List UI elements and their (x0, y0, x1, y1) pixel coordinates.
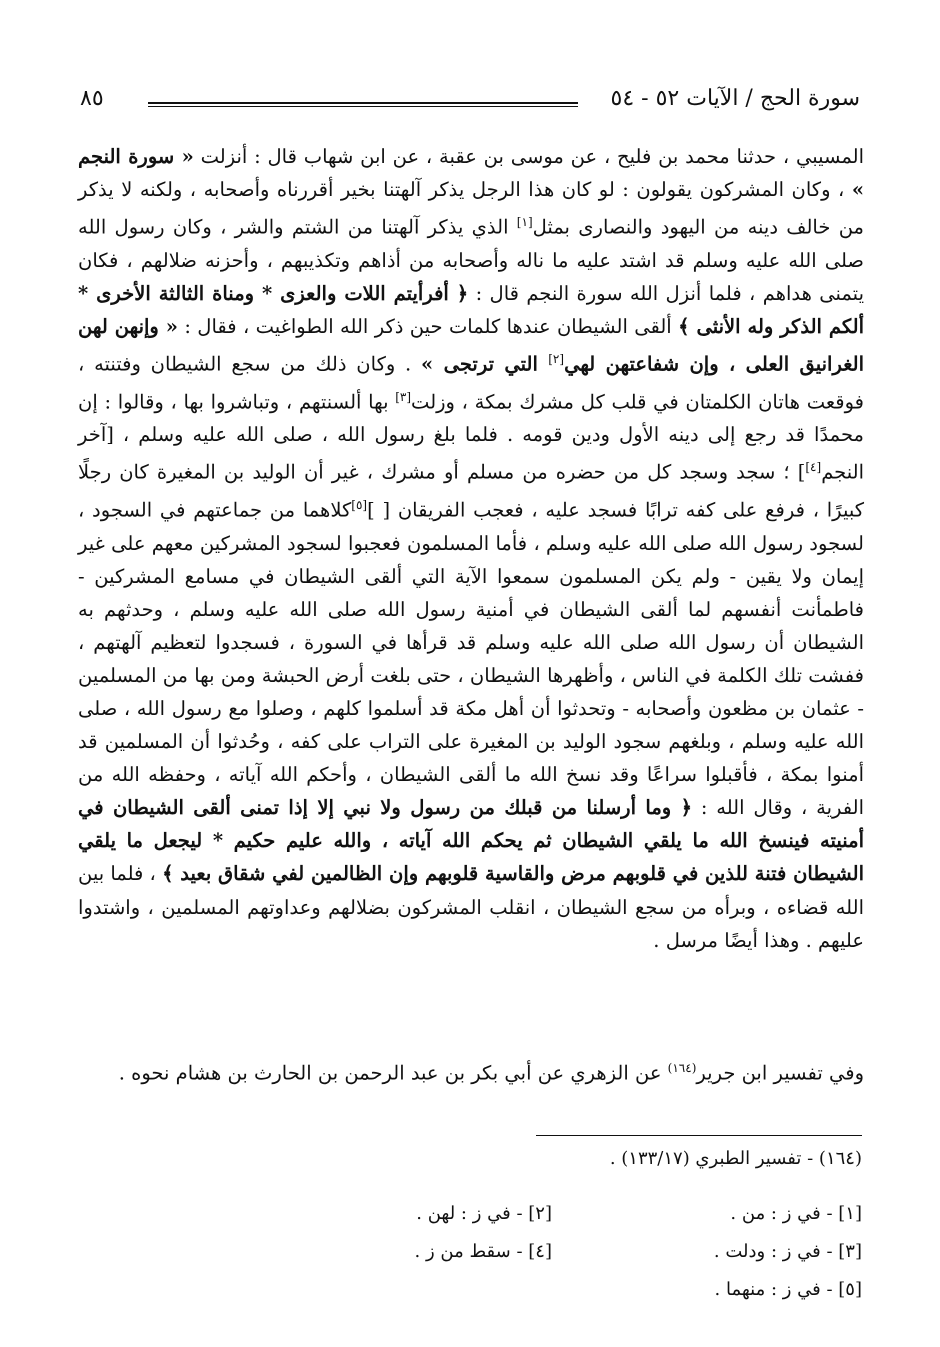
text-run: المسيبي ، حدثنا محمد بن فليح ، عن موسى بن عقبة ، عن ابن شهاب قال : أنزلت (193, 145, 864, 168)
text-run: ألقى الشيطان عندها كلمات حين ذكر الله الطواغيت ، فقال : (177, 314, 679, 338)
footnote: [١] - في ز : من . (730, 1203, 862, 1224)
running-title: سورة الحج / الآيات ٥٢ - ٥٤ (610, 86, 860, 111)
quoted-phrase: التي ترتجى » (421, 352, 549, 376)
footnote-marker: [٢] (548, 352, 565, 367)
text-run: ، وكان المشركون يقولون : لو كان هذا الرجل يذكر آلهتنا بخير أقررناه وأصحابه ، ولكنه لا يذكر من خالف دينه من اليهود والنصارى بمثل (78, 178, 864, 239)
quran-verse: ﴿ وما أرسلنا من قبلك من رسول ولا نبي إلا إذا تمنى ألقى الشيطان في أمنيته فينسخ الله ما يلقي الشيطان ثم يحكم الله آياته ، والله عليم حكيم * ليجعل ما يلقي الشيطان فتنة للذين في قلوبهم مرض والقاسية قلوبهم وإن الظالمين لفي شقاق بعيد ﴾ (78, 796, 865, 886)
text-run: عن الزهري عن أبي بكر بن عبد الرحمن بن الحارث بن هشام نحوه . (118, 1061, 668, 1085)
text-run: ] (797, 460, 806, 484)
header-rule (148, 102, 578, 107)
text-run: . وكان ذلك من سجع الشيطان وفتنته ، فوقعت هاتان الكلمتان في قلب كل مشرك بمكة ، وزلت (78, 352, 864, 414)
page-header (80, 80, 860, 120)
footnote-marker: [٣] (395, 389, 412, 404)
footnote-column (602, 1195, 862, 1309)
footnote-main: (١٦٤) - تفسير الطبري (١٣٣/١٧) . (609, 1148, 862, 1169)
text-run: ؛ سجد وسجد كل من حضره من مسلم أو مشرك ، غير أن الوليد بن المغيرة كان رجلًا كبيرًا ، فرفع على كفه ترابًا فسجد عليه ، فعجب الفريقان [ ] (78, 460, 864, 522)
footnote-marker: [١] (516, 215, 533, 230)
footnote: [٤] - سقط من ز . (414, 1241, 552, 1262)
text-run: كلاهما من جماعتهم في السجود ، لسجود رسول الله صلى الله عليه وسلم ، فأما المسلمون فعجبوا لسجود المشركين معهم على غير إيمان ولا يقين - ولم يكن المسلمون سمعوا الآية التي ألقى الشيطان في مسامع المشركين - فاطمأنت أنفسهم لما ألقى الشيطان في أمنية رسول الله صلى الله عليه وسلم ، وحدثهم به الشيطان أن رسول الله صلى الله عليه وسلم قد قرأها في السورة ، فسجدوا لتعظيم آلهتهم ، ففشت تلك الكلمة في الناس ، وأظهرها الشيطان ، حتى بلغت أرض الحبشة ومن بها من المسلمين - عثمان بن مظعون وأصحابه - وتحدثوا أن أهل مكة قد أسلموا كلهم ، وصلوا مع رسول الله ، صلى الله عليه وسلم ، وبلغهم سجود الوليد بن المغيرة على التراب على كفه ، وحُدثوا أن المسلمين قد أمنوا بمكة ، فأقبلوا سراعًا وقد نسخ الله ما ألقى الشيطان ، وأحكم الله آياته ، وحفظه الله من الفرية ، وقال الله : (78, 498, 864, 820)
quran-verse: ﴿ أفرأيتم اللات والعزى * ومناة الثالثة الأخرى * ألكم الذكر وله الأنثى ﴾ (78, 281, 864, 338)
main-text (78, 140, 864, 957)
text-run: ، فلما بين الله قضاءه ، وبرأه من سجع الشيطان ، انقلب المشركون بضلالهم وعداوتهم المسلمين ، واشتدوا عليهم . وهذا أيضًا مرسل . (78, 862, 864, 952)
text-run: وفي تفسير ابن جرير (696, 1061, 864, 1085)
surah-name: « سورة النجم » (78, 145, 864, 202)
footnote-column (292, 1195, 552, 1271)
text-run: بها ألسنتهم ، وتباشروا بها ، وقالوا : إن محمدًا قد رجع إلى دينه الأول ودين قومه . فلما بلغ رسول الله ، صلى الله عليه وسلم ، [آخر النجم (78, 390, 864, 484)
second-paragraph (78, 1050, 864, 1092)
footnote: [٣] - في ز : ودلت . (713, 1241, 862, 1262)
footnote-marker: [٤] (805, 460, 822, 475)
footnote: [٢] - في ز : لهن . (416, 1203, 552, 1224)
footnote-marker: (١٦٤) (667, 1061, 697, 1075)
footnote: [٥] - في ز : منهما . (714, 1279, 862, 1300)
quoted-phrase: « وإنهن لهن الغرانيق العلى ، وإن شفاعتهن لهي (78, 314, 864, 376)
footnote-marker: [٥] (351, 497, 368, 512)
body-paragraph (78, 140, 864, 957)
page-number: ٨٥ (80, 86, 104, 111)
text-run: الذي يذكر آلهتنا من الشتم والشر ، وكان رسول الله صلى الله عليه وسلم قد اشتد عليه ما ناله وأصحابه من أذاهم وتكذيبهم ، وأحزنه ضلالهم ، فكان يتمنى هداهم ، فلما أنزل الله سورة النجم قال : (78, 215, 864, 305)
footnote-rule (536, 1135, 862, 1136)
